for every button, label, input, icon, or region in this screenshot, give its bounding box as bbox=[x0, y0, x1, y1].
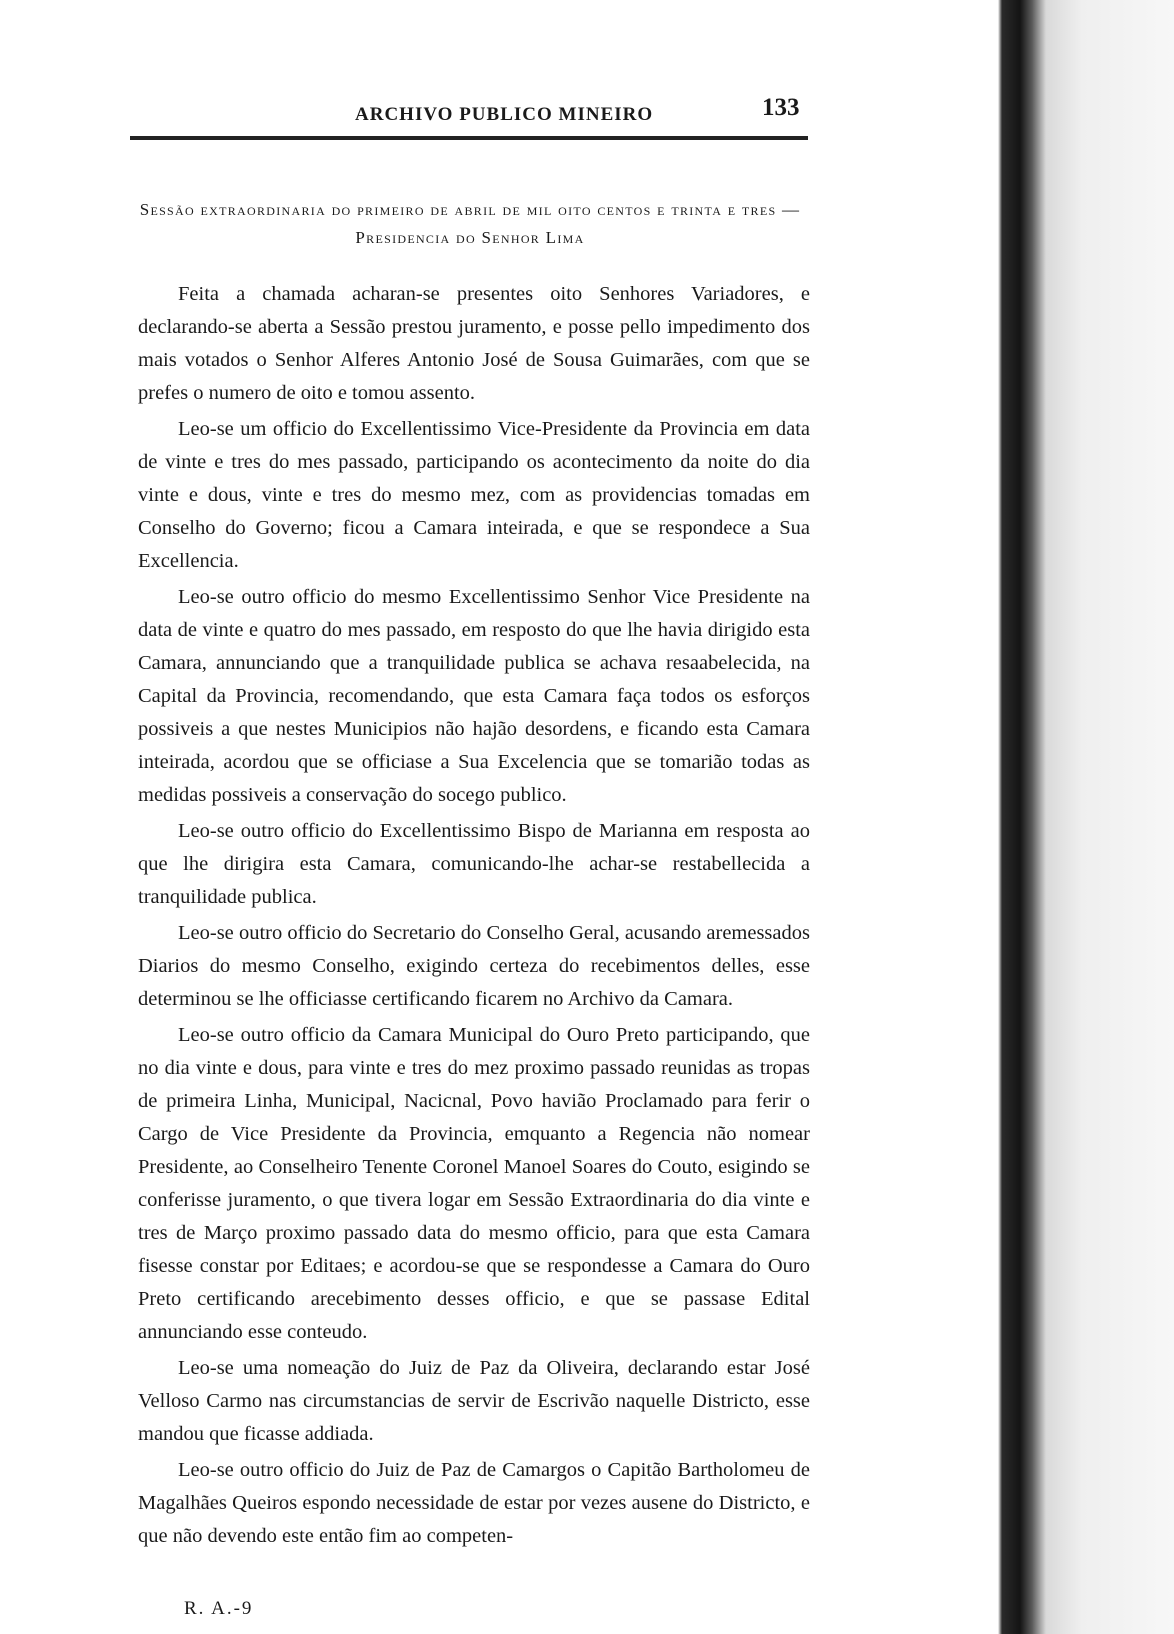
page-number: 133 bbox=[762, 94, 800, 121]
paragraph: Leo-se outro officio do Excellentissimo Bispo de Marianna em resposta ao que lhe dirigira esta Camara, comunicando-lhe achar-se restabellecida a tranquilidade publica. bbox=[138, 820, 810, 908]
paragraph: Leo-se outro officio da Camara Municipal do Ouro Preto participando, que no dia vinte e dous, para vinte e tres do mez proximo passado reunidas as tropas de primeira Linha, Municipal, Nacicnal, Povo havião Proclamado para ferir o Cargo de Vice Presidente da Provincia, emquanto a Regencia não nomear Presidente, ao Conselheiro Tenente Coronel Manoel Soares do Couto, esigindo se conferisse juramento, o que tivera logar em Sessão Extraordinaria do dia vinte e tres de Março proximo passado data do mesmo officio, para que esta Camara fisesse constar por Editaes; e acordou-se que se respondesse a Camara do Ouro Preto certificando arecebimento desses officio, e que se passase Edital annunciando esse conteudo. bbox=[138, 1024, 810, 1343]
body-text bbox=[138, 278, 810, 1556]
paragraph: Leo-se outro officio do mesmo Excellentissimo Senhor Vice Presidente na data de vinte e quatro do mes passado, em resposto do que lhe havia dirigido esta Camara, annunciando que a tranquilidade publica se achava resaabelecida, na Capital da Provincia, recomendando, que esta Camara faça todos os esforços possiveis a que nestes Municipios não hajão desordens, e ficando esta Camara inteirada, acordou que se officiase a Sua Excelencia que se tomarião todas as medidas possiveis a conservação do socego publico. bbox=[138, 586, 810, 806]
scan-binding-edge bbox=[992, 0, 1174, 1634]
paragraph: Leo-se outro officio do Juiz de Paz de Camargos o Capitão Bartholomeu de Magalhães Queiros espondo necessidade de estar por vezes ausene do Districto, e que não devendo este então fim ao competen- bbox=[138, 1459, 810, 1547]
running-header: ARCHIVO PUBLICO MINEIRO bbox=[355, 104, 654, 125]
paragraph: Leo-se um officio do Excellentissimo Vice-Presidente da Provincia em data de vinte e tres do mes passado, participando os acontecimento da noite do dia vinte e dous, vinte e tres do mesmo mez, com as providencias tomadas em Conselho do Governo; ficou a Camara inteirada, e que se respondece a Sua Excellencia. bbox=[138, 418, 810, 572]
session-heading: Sessão extraordinaria do primeiro de abril de mil oito centos e trinta e tres — Presidencia do Senhor Lima bbox=[139, 200, 801, 247]
paragraph: Leo-se uma nomeação do Juiz de Paz da Oliveira, declarando estar José Velloso Carmo nas circumstancias de servir de Escrivão naquelle Districto, esse mandou que ficasse addiada. bbox=[138, 1357, 810, 1445]
paragraph: Leo-se outro officio do Secretario do Conselho Geral, acusando aremessados Diarios do mesmo Conselho, exigindo certeza do recebimentos delles, esse determinou se lhe officiasse certificando ficarem no Archivo da Camara. bbox=[138, 922, 810, 1010]
paragraph: Feita a chamada acharan-se presentes oito Senhores Variadores, e declarando-se aberta a Sessão prestou juramento, e posse pello impedimento dos mais votados o Senhor Alferes Antonio José de Sousa Guimarães, com que se prefes o numero de oito e tomou assento. bbox=[138, 283, 810, 404]
header-rule bbox=[130, 136, 808, 140]
signature-mark: R. A.-9 bbox=[184, 1598, 254, 1619]
